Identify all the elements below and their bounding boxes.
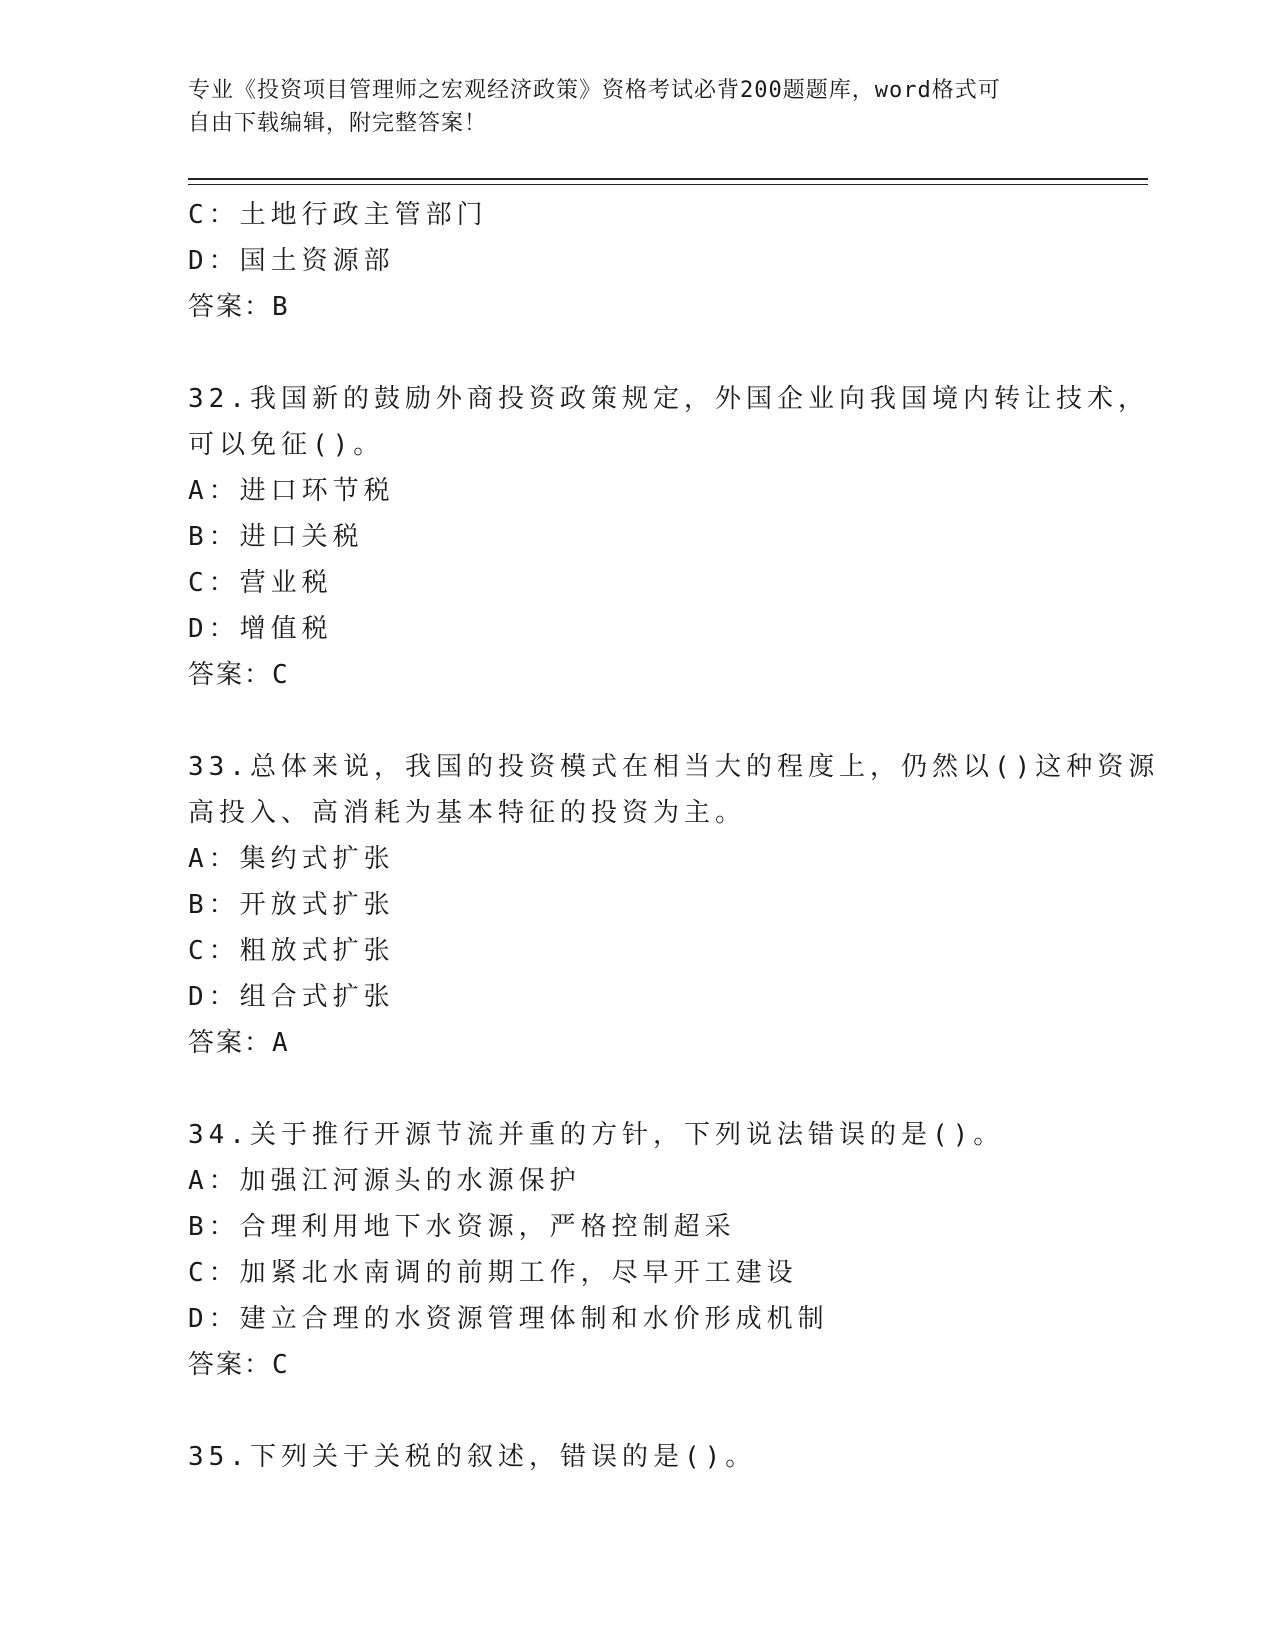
header-divider-thin	[188, 184, 1148, 185]
option-b: B：合理利用地下水资源，严格控制超采	[188, 1212, 736, 1242]
option-a: A：加强江河源头的水源保护	[188, 1166, 581, 1196]
question-list	[188, 192, 1160, 1480]
question-34	[188, 1112, 1088, 1388]
question-32	[188, 376, 1149, 698]
answer: 答案：C	[188, 1350, 290, 1380]
option-d: D：建立合理的水资源管理体制和水价形成机制	[188, 1304, 829, 1334]
option-c: C：营业税	[188, 568, 333, 598]
option-c: C：加紧北水南调的前期工作，尽早开工建设	[188, 1258, 798, 1288]
answer: 答案：A	[188, 1028, 290, 1058]
question-text: 35.下列关于关税的叙述，错误的是()。	[188, 1442, 757, 1472]
header-line-1: 专业《投资项目管理师之宏观经济政策》资格考试必背200题题库，word格式可	[188, 78, 1001, 103]
answer: 答案：C	[188, 660, 290, 690]
question-text-cont: 高投入、高消耗为基本特征的投资为主。	[188, 798, 747, 828]
answer: 答案：B	[188, 292, 290, 322]
option-c: C：粗放式扩张	[188, 936, 395, 966]
header-divider-thick	[188, 178, 1148, 180]
question-35	[188, 1434, 1088, 1480]
option-b: B：进口关税	[188, 522, 364, 552]
option-b: B：开放式扩张	[188, 890, 395, 920]
question-text: 32.我国新的鼓励外商投资政策规定，外国企业向我国境内转让技术，	[188, 384, 1149, 414]
option-d: D：组合式扩张	[188, 982, 395, 1012]
question-text: 33.总体来说，我国的投资模式在相当大的程度上，仍然以()这种资源	[188, 752, 1160, 782]
question-text-cont: 可以免征()。	[188, 430, 385, 460]
option-d: D：国土资源部	[188, 246, 395, 276]
option-c: C：土地行政主管部门	[188, 200, 488, 230]
question-33	[188, 744, 1160, 1066]
question-text: 34.关于推行开源节流并重的方针，下列说法错误的是()。	[188, 1120, 1005, 1150]
document-header	[188, 74, 1088, 140]
option-d: D：增值税	[188, 614, 333, 644]
header-line-2: 自由下载编辑，附完整答案！	[188, 111, 488, 136]
option-a: A：进口环节税	[188, 476, 395, 506]
option-a: A：集约式扩张	[188, 844, 395, 874]
